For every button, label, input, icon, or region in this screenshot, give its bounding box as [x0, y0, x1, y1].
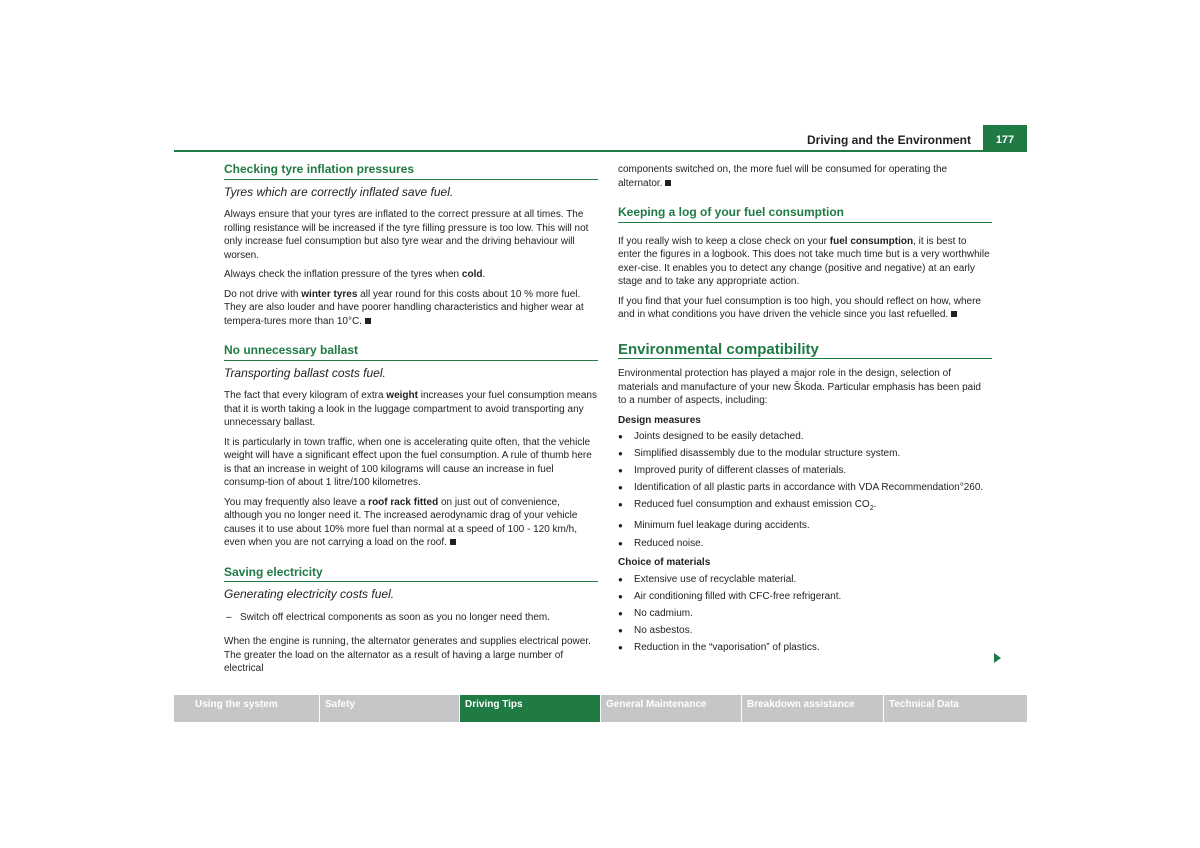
section-subtitle: Tyres which are correctly inflated save fuel.: [224, 184, 454, 199]
paragraph: Do not drive with winter tyres all year round for this costs about 10 % more fuel. They are also louder and have poorer handling characteristics and higher wear at tempera-tures more than 10°C.: [224, 288, 584, 327]
end-of-section-icon: [450, 539, 456, 545]
section-heading-environment: Environmental compatibility: [618, 343, 992, 360]
footer-navigation: [174, 695, 1027, 722]
paragraph: components switched on, the more fuel will be consumed for operating the alternator.: [618, 164, 948, 189]
materials-list: [618, 573, 992, 655]
paragraph: Environmental protection has played a major role in the design, selection of materials and manufacture of your new Škoda. Particular emphasis has been paid to a number of aspects, including:: [618, 368, 981, 406]
list-item: ● Joints designed to be easily detached.: [618, 430, 992, 444]
nav-tab-breakdown-assistance[interactable]: Breakdown assistance: [742, 695, 884, 722]
end-of-section-icon: [365, 318, 371, 324]
section-subtitle: Transporting ballast costs fuel.: [224, 365, 386, 380]
nav-tab-driving-tips[interactable]: Driving Tips: [460, 695, 601, 722]
list-item: ● Improved purity of different classes of materials.: [618, 464, 992, 478]
right-column: [618, 163, 992, 660]
paragraph: Always ensure that your tyres are inflated to the correct pressure at all times. The rolling resistance will be increased if the tyre filling pressure is too low. This will not only increase fuel consumption but also tyre wear and the driving behaviour will worsen.: [224, 209, 589, 261]
continue-arrow-icon: [994, 653, 1001, 663]
list-item: ● No asbestos.: [618, 624, 992, 638]
nav-tab-using-the-system[interactable]: Using the system: [174, 695, 320, 722]
list-item: ● Extensive use of recyclable material.: [618, 573, 992, 587]
section-heading-ballast: No unnecessary ballast: [224, 344, 598, 361]
left-column: [224, 163, 598, 682]
instruction-step: – Switch off electrical components as soon as you no longer need them.: [224, 611, 598, 625]
section-heading-tyre-pressure: Checking tyre inflation pressures: [224, 163, 598, 180]
list-item: ● Reduced noise.: [618, 537, 992, 551]
list-item: ● No cadmium.: [618, 607, 992, 621]
design-measures-list: [618, 430, 992, 550]
page-number: 177: [983, 125, 1027, 150]
paragraph: It is particularly in town traffic, when one is accelerating quite often, that the vehicle weight will have a significant effect upon the fuel consumption. A rule of thumb here is that an increase in weight of 100 kilograms will cause an increase in fuel consump-tion of about 1 litre/100 kilometres.: [224, 436, 592, 488]
list-heading-design: Design measures: [618, 414, 701, 426]
list-item: ● Simplified disassembly due to the modular structure system.: [618, 447, 992, 461]
nav-tab-safety[interactable]: Safety: [320, 695, 460, 722]
list-item: ● Air conditioning filled with CFC-free refrigerant.: [618, 590, 992, 604]
paragraph: The fact that every kilogram of extra weight increases your fuel consumption means that it is worth taking a look in the luggage compartment to avoid transporting any unnecessary ballast.: [224, 390, 597, 428]
section-heading-electricity: Saving electricity: [224, 566, 598, 583]
section-heading-fuel-log: Keeping a log of your fuel consumption: [618, 206, 992, 223]
end-of-section-icon: [665, 180, 671, 186]
paragraph: You may frequently also leave a roof rack fitted on just out of convenience, although you no longer need it. The increased aerodynamic drag of your vehicle causes it to use about 10% more fuel than normal at a speed of 100 - 120 km/h, even when you are not carrying a load on the roof.: [224, 496, 578, 548]
nav-tab-general-maintenance[interactable]: General Maintenance: [601, 695, 742, 722]
list-item: ● Identification of all plastic parts in accordance with VDA Recommendation°260.: [618, 481, 992, 495]
paragraph: When the engine is running, the alternator generates and supplies electrical power. The greater the load on the alternator as a result of having a large number of electrical: [224, 636, 591, 674]
nav-tab-technical-data[interactable]: Technical Data: [884, 695, 1027, 722]
paragraph: If you really wish to keep a close check on your fuel consumption, it is best to enter the figures in a logbook. This does not take much time but is a very worthwhile exer-cise. It enables you to detect any change (positive and negative) at an early stage and to take any appropriate action.: [618, 235, 990, 287]
paragraph: If you find that your fuel consumption is too high, you should reflect on how, where and in what conditions you have driven the vehicle since you last refuelled.: [618, 295, 981, 320]
section-subtitle: Generating electricity costs fuel.: [224, 587, 395, 601]
chapter-title: Driving and the Environment: [806, 133, 971, 147]
paragraph: Always check the inflation pressure of the tyres when cold.: [224, 269, 486, 280]
end-of-section-icon: [951, 311, 957, 317]
list-item: ● Reduced fuel consumption and exhaust emission $CO_2$.: [618, 498, 992, 516]
page-header: [174, 125, 1027, 152]
list-item: ● Reduction in the “vaporisation” of plastics.: [618, 641, 992, 655]
list-heading-materials: Choice of materials: [618, 557, 711, 569]
list-item: ● Minimum fuel leakage during accidents.: [618, 519, 992, 533]
